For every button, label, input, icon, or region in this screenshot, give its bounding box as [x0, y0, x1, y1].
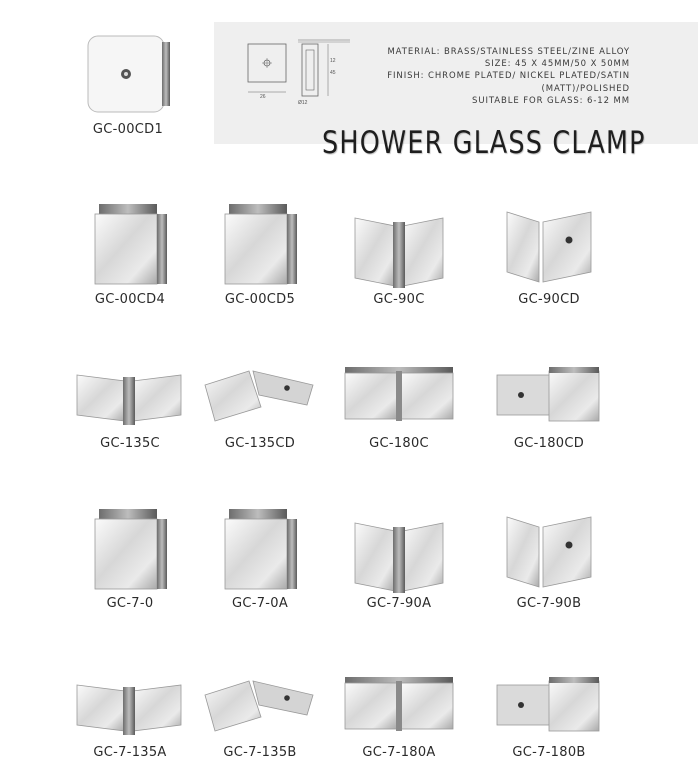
product-code: GC-7-0A: [231, 596, 289, 611]
product-image: [201, 355, 319, 445]
spec-finish-cont: (MATT)/POLISHED: [541, 83, 630, 94]
product-item: [85, 200, 175, 290]
product-code: GC-135C: [100, 436, 160, 451]
product-item: [75, 355, 185, 445]
spec-material: MATERIAL: BRASS/STAINLESS STEEL/ZINE ALLOY: [387, 47, 630, 57]
product-image: [215, 200, 305, 290]
product-image: [75, 355, 185, 445]
product-image: [85, 200, 175, 290]
product-code: GC-90CD: [518, 292, 580, 307]
drawing-height-b-label: 45: [330, 70, 336, 76]
product-item: [499, 505, 599, 595]
product-item: [80, 30, 176, 120]
drawing-diameter-label: Ø12: [298, 100, 308, 106]
product-code: GC-180CD: [513, 436, 585, 451]
product-item: [75, 665, 185, 755]
product-item: [215, 505, 305, 595]
product-image: [349, 200, 449, 290]
product-item: [495, 665, 603, 755]
technical-drawing: [238, 30, 358, 110]
page-title: SHOWER GLASS CLAMP: [322, 125, 646, 161]
product-code: GC-00CD4: [94, 292, 166, 307]
product-image: [80, 30, 176, 120]
spec-glass: SUITABLE FOR GLASS: 6-12 MM: [472, 95, 630, 106]
product-code: GC-7-135B: [223, 745, 297, 760]
spec-size: SIZE: 45 X 45MM/50 X 50MM: [484, 59, 630, 70]
product-item: [215, 200, 305, 290]
product-item: [201, 355, 319, 445]
product-image: [349, 505, 449, 595]
product-code: GC-7-180A: [362, 745, 436, 760]
product-code: GC-90C: [373, 292, 425, 307]
product-code: GC-7-0: [106, 596, 154, 611]
product-item: [85, 505, 175, 595]
product-code: GC-135CD: [224, 436, 296, 451]
product-code: GC-180C: [369, 436, 429, 451]
product-image: [495, 355, 603, 445]
product-image: [495, 665, 603, 755]
drawing-height-a-label: 12: [330, 58, 336, 64]
product-item: [495, 355, 603, 445]
product-image: [215, 505, 305, 595]
product-item: [343, 355, 455, 445]
product-image: [75, 665, 185, 755]
product-image: [85, 505, 175, 595]
product-code: GC-7-90A: [366, 596, 432, 611]
product-image: [499, 505, 599, 595]
product-code: GC-7-90B: [516, 596, 582, 611]
product-item: [349, 505, 449, 595]
product-code: GC-00CD1: [92, 122, 164, 137]
product-item: [343, 665, 455, 755]
spec-text: [387, 46, 630, 107]
product-code: GC-7-180B: [512, 745, 586, 760]
product-image: [343, 665, 455, 755]
product-code: GC-7-135A: [93, 745, 167, 760]
product-image: [343, 355, 455, 445]
drawing-width-label: 26: [260, 94, 266, 100]
product-image: [499, 200, 599, 290]
spec-finish: FINISH: CHROME PLATED/ NICKEL PLATED/SATIN: [387, 71, 630, 82]
product-item: [349, 200, 449, 290]
product-image: [201, 665, 319, 755]
product-item: [201, 665, 319, 755]
product-code: GC-00CD5: [224, 292, 296, 307]
product-item: [499, 200, 599, 290]
